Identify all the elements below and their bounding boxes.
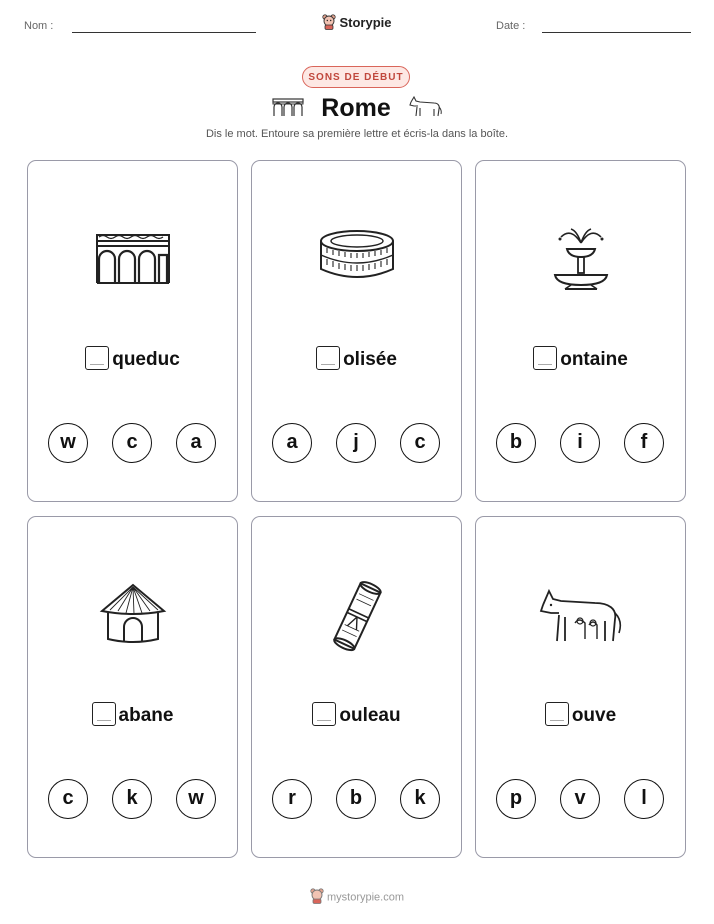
- letter-option[interactable]: a: [272, 423, 312, 463]
- word-ending: abane: [118, 705, 174, 727]
- letter-option[interactable]: l: [624, 779, 664, 819]
- word-ending: ouleau: [339, 705, 401, 727]
- aqueduct-icon: [93, 225, 173, 290]
- she-wolf-small-icon: [408, 94, 442, 125]
- letter-option[interactable]: v: [560, 779, 600, 819]
- letter-option[interactable]: w: [48, 423, 88, 463]
- letter-option[interactable]: f: [624, 423, 664, 463]
- word-with-box: [476, 704, 685, 728]
- section-badge: SONS DE DÉBUT: [302, 66, 410, 88]
- word-ending: olisée: [343, 349, 397, 371]
- name-label: Nom :: [24, 20, 54, 32]
- date-line[interactable]: [542, 32, 691, 33]
- activity-card-2: [251, 160, 462, 502]
- she-wolf-icon: [539, 583, 623, 650]
- word-with-box: [476, 348, 685, 372]
- title-text: Rome: [321, 94, 391, 123]
- brand-name: Storypie: [339, 14, 392, 30]
- word-with-box: [28, 348, 237, 372]
- letter-option[interactable]: i: [560, 423, 600, 463]
- activity-card-6: [475, 516, 686, 858]
- hut-icon: [98, 581, 168, 650]
- letter-option[interactable]: b: [336, 779, 376, 819]
- letter-option[interactable]: c: [112, 423, 152, 463]
- word-ending: ontaine: [560, 349, 628, 371]
- letter-option[interactable]: k: [112, 779, 152, 819]
- activity-card-5: [251, 516, 462, 858]
- letter-option[interactable]: a: [176, 423, 216, 463]
- scroll-icon: [332, 577, 382, 662]
- word-with-box: [252, 348, 461, 372]
- word-with-box: [252, 704, 461, 728]
- letter-option[interactable]: b: [496, 423, 536, 463]
- activity-card-4: [27, 516, 238, 858]
- colosseum-icon: [317, 225, 397, 290]
- letter-option[interactable]: w: [176, 779, 216, 819]
- answer-box[interactable]: [312, 702, 336, 726]
- letter-option[interactable]: c: [400, 423, 440, 463]
- word-with-box: [28, 704, 237, 728]
- letter-option[interactable]: r: [272, 779, 312, 819]
- letter-option[interactable]: k: [400, 779, 440, 819]
- aqueduct-small-icon: [272, 95, 304, 124]
- instructions: Dis le mot. Entoure sa première lettre et écris-la dans la boîte.: [205, 128, 509, 140]
- letter-option[interactable]: p: [496, 779, 536, 819]
- activity-card-3: [475, 160, 686, 502]
- date-label: Date :: [496, 20, 526, 32]
- answer-box[interactable]: [545, 702, 569, 726]
- fountain-icon: [551, 223, 611, 300]
- answer-box[interactable]: [92, 702, 116, 726]
- word-ending: queduc: [112, 349, 180, 371]
- bear-logo-icon: [310, 888, 324, 907]
- letter-option[interactable]: j: [336, 423, 376, 463]
- answer-box[interactable]: [316, 346, 340, 370]
- footer: [0, 888, 714, 907]
- brand-logo: [0, 14, 714, 33]
- answer-box[interactable]: [85, 346, 109, 370]
- footer-url[interactable]: mystorypie.com: [326, 891, 405, 904]
- bear-logo-icon: [322, 14, 336, 33]
- activity-card-1: [27, 160, 238, 502]
- page-title: [0, 94, 714, 125]
- letter-option[interactable]: c: [48, 779, 88, 819]
- answer-box[interactable]: [533, 346, 557, 370]
- word-ending: ouve: [571, 705, 617, 727]
